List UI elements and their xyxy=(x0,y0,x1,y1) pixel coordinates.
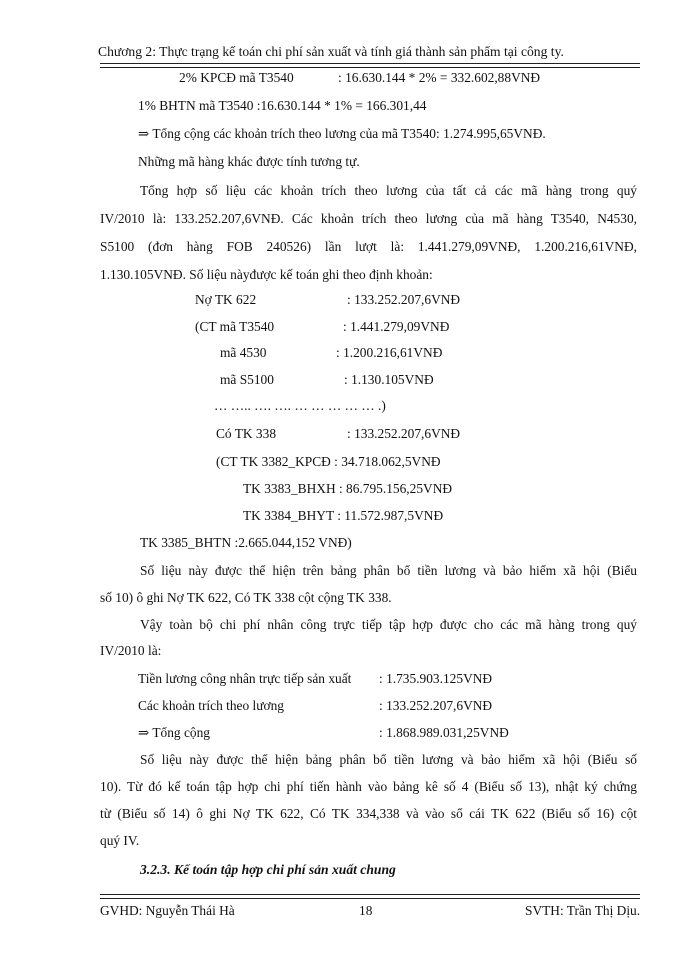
para4-line4: quý IV. xyxy=(100,833,140,848)
total-line: ⇒ Tổng cộng các khoản trích theo lương của mã T3540: 1.274.995,65VNĐ. xyxy=(138,126,546,141)
detail-s5100-value: : 1.130.105VNĐ xyxy=(344,372,434,387)
footer-rule-thin xyxy=(100,894,640,895)
dots-line: … ….. …. …. … … … … … .) xyxy=(214,398,386,413)
section-heading: 3.2.3. Kế toán tập hợp chi phí sản xuất chung xyxy=(140,862,396,877)
para4-line2: 10). Từ đó kế toán tập hợp chi phí tiến hành vào bảng kê số 4 (Biểu số 13), nhật ký chứng xyxy=(100,779,637,794)
debit-label: Nợ TK 622 xyxy=(195,292,257,307)
para3-line1: Vậy toàn bộ chi phí nhân công trực tiếp tập hợp được cho các mã hàng trong quý xyxy=(140,617,637,632)
tk3382-line: (CT TK 3382_KPCĐ : 34.718.062,5VNĐ xyxy=(216,454,441,469)
para1-line1: Tổng hợp số liệu các khoản trích theo lương của tất cả các mã hàng trong quý xyxy=(140,183,637,198)
footer-rule-thick xyxy=(100,898,640,899)
detail-t3540-value: : 1.441.279,09VNĐ xyxy=(343,319,450,334)
debit-value: : 133.252.207,6VNĐ xyxy=(347,292,461,307)
footer-advisor: GVHD: Nguyễn Thái Hà xyxy=(100,903,235,918)
summary-deductions-value: : 133.252.207,6VNĐ xyxy=(379,698,493,713)
kpcd-label: 2% KPCĐ mã T3540 xyxy=(179,70,294,85)
bhtn-line: 1% BHTN mã T3540 :16.630.144 * 1% = 166.301,44 xyxy=(138,98,427,113)
detail-4530-value: : 1.200.216,61VNĐ xyxy=(336,345,443,360)
other-items-line: Những mã hàng khác được tính tương tự. xyxy=(138,154,360,169)
para1-line3: S5100 (đơn hàng FOB 240526) lần lượt là: 1.441.279,09VNĐ, 1.200.216,61VNĐ, xyxy=(100,239,637,254)
para2-line2: số 10) ô ghi Nợ TK 622, Có TK 338 cột cộng TK 338. xyxy=(100,590,392,605)
para4-line3: từ (Biểu số 14) ô ghi Nợ TK 622, Có TK 334,338 và vào sổ cái TK 622 (Biểu số 16) cột xyxy=(100,806,637,821)
para2-line1: Số liệu này được thể hiện trên bảng phân bổ tiền lương và bảo hiểm xã hội (Biểu xyxy=(140,563,637,578)
credit-value: : 133.252.207,6VNĐ xyxy=(347,426,461,441)
footer-student: SVTH: Trần Thị Dịu. xyxy=(525,903,641,918)
detail-t3540-label: (CT mã T3540 xyxy=(195,319,275,334)
tk3385-line: TK 3385_BHTN :2.665.044,152 VNĐ) xyxy=(140,535,352,550)
header-rule-thick xyxy=(100,63,640,64)
summary-wages-label: Tiền lương công nhân trực tiếp sản xuất xyxy=(138,671,352,686)
summary-wages-value: : 1.735.903.125VNĐ xyxy=(379,671,493,686)
para3-line2: IV/2010 là: xyxy=(100,643,162,658)
summary-total-value: : 1.868.989.031,25VNĐ xyxy=(379,725,509,740)
page-header-title: Chương 2: Thực trạng kế toán chi phí sản xuất và tính giá thành sản phẩm tại công ty. xyxy=(98,44,564,59)
para1-line2: IV/2010 là: 133.252.207,6VNĐ. Các khoản trích theo lương của mã hàng T3540, N4530, xyxy=(100,211,637,226)
para4-line1: Số liệu này được thể hiện bảng phân bổ tiền lương và bảo hiểm xã hội (Biểu số xyxy=(140,752,637,767)
page-number: 18 xyxy=(359,903,373,918)
tk3383-line: TK 3383_BHXH : 86.795.156,25VNĐ xyxy=(243,481,453,496)
header-rule-thin xyxy=(100,67,640,68)
detail-s5100-label: mã S5100 xyxy=(220,372,274,387)
tk3384-line: TK 3384_BHYT : 11.572.987,5VNĐ xyxy=(243,508,444,523)
detail-4530-label: mã 4530 xyxy=(220,345,267,360)
para1-line4: 1.130.105VNĐ. Số liệu nàyđược kế toán ghi theo định khoản: xyxy=(100,267,433,282)
summary-deductions-label: Các khoản trích theo lương xyxy=(138,698,284,713)
summary-total-label: ⇒ Tổng cộng xyxy=(138,725,210,740)
credit-label: Có TK 338 xyxy=(216,426,277,441)
kpcd-value: : 16.630.144 * 2% = 332.602,88VNĐ xyxy=(338,70,541,85)
